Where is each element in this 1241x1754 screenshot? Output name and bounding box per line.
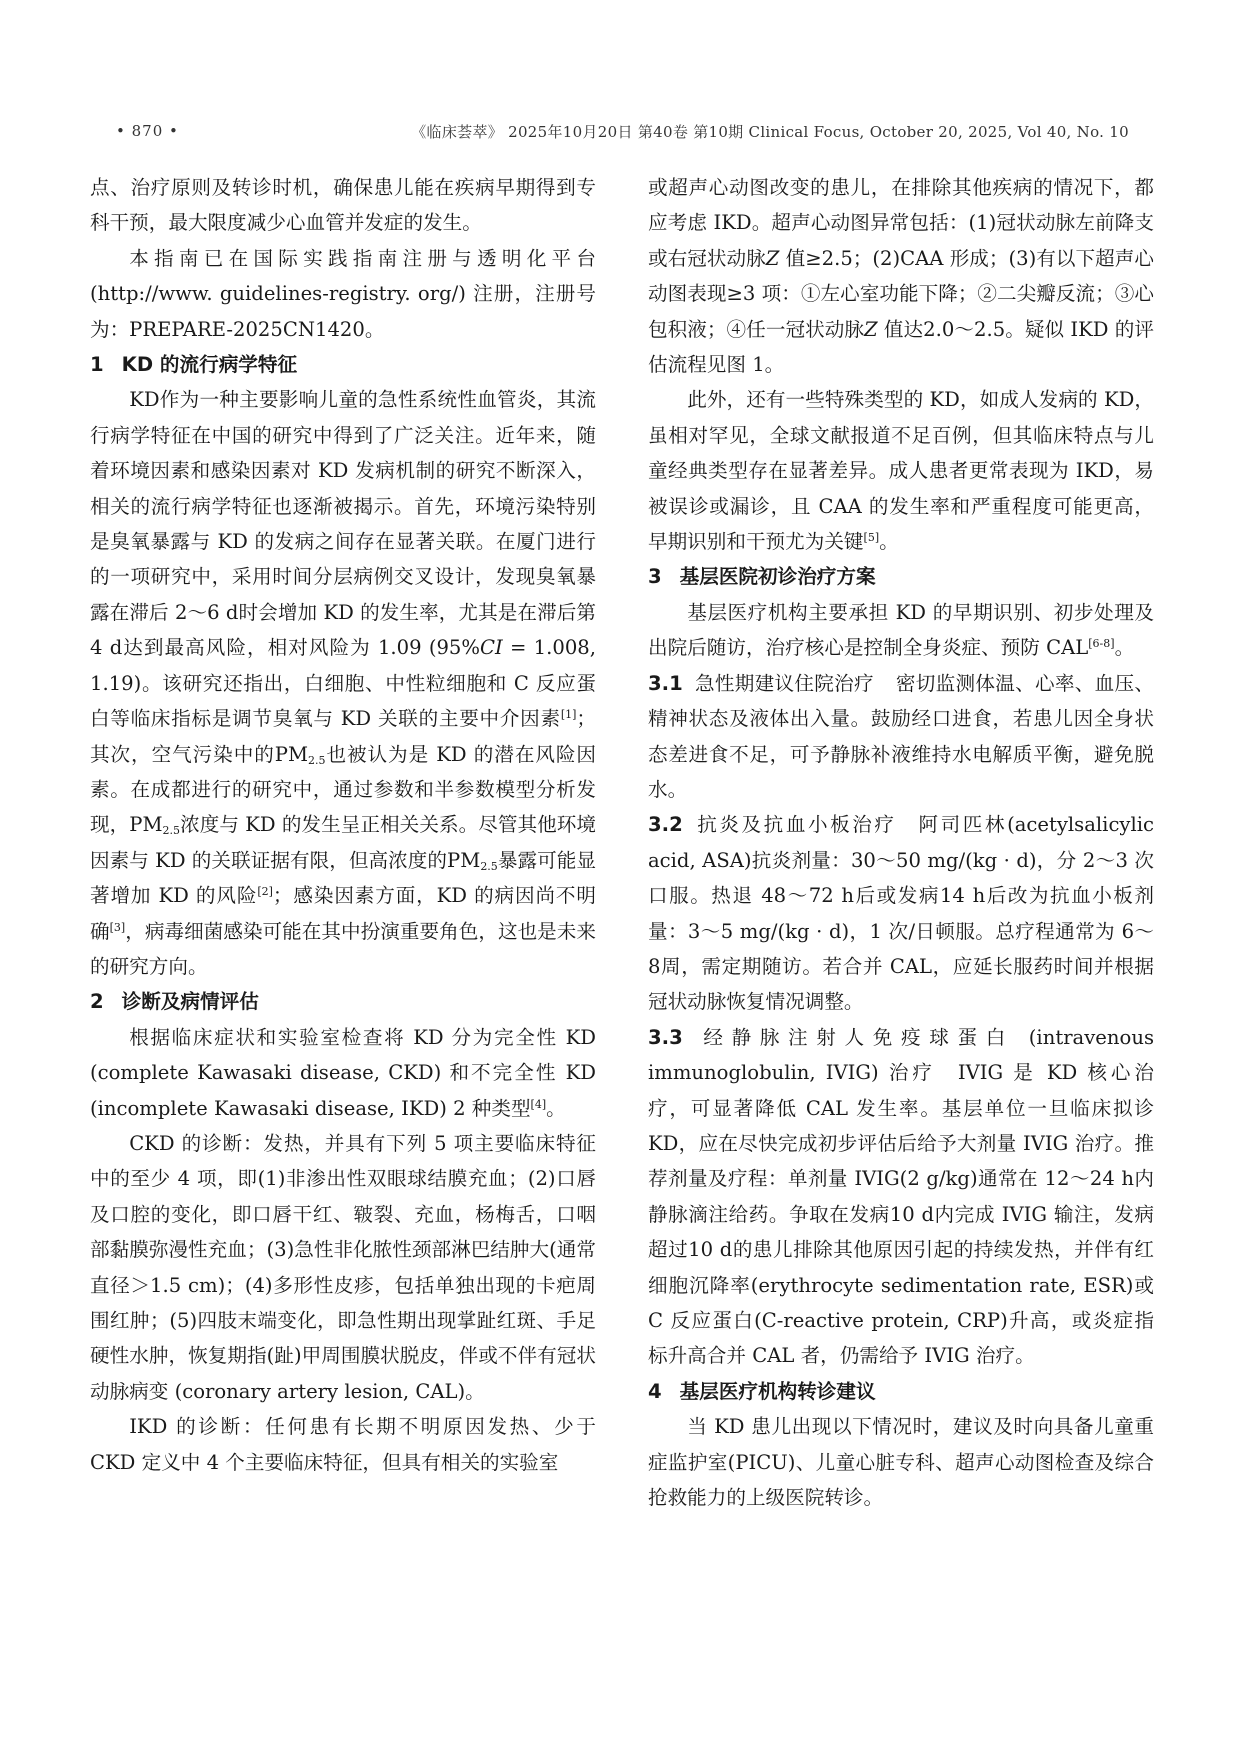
registration-paragraph: 本指南已在国际实践指南注册与透明化平台 (http://www. guidelines-registry. org/) 注册，注册号为：PREPARE-2025CN1420。 <box>90 246 596 341</box>
intro-continuation: 点、治疗原则及转诊时机，确保患儿能在疾病早期得到专科干预，最大限度减少心血管并发症的发生。 <box>90 176 596 235</box>
left-column <box>90 170 596 1480</box>
pm-subscript: 2.5 <box>162 824 181 838</box>
subsection-number: 3.2 <box>648 813 683 837</box>
citation-3: [3] <box>109 920 126 934</box>
right-column <box>648 170 1154 1515</box>
subsection-title: 经静脉注射人免疫球蛋白 (intravenous immunoglobulin, IVIG) 治疗 <box>648 1025 1154 1085</box>
section-2-heading <box>90 984 596 1019</box>
section-3-heading <box>648 559 1154 594</box>
journal-citation: 《临床荟萃》 2025年10月20日 第40卷 第10期 Clinical Focus, October 20, 2025, Vol 40, No. 10 <box>411 122 1129 141</box>
subsection-number: 3.3 <box>648 1025 683 1049</box>
subsection-number: 3.1 <box>648 671 683 695</box>
subsection-title: 抗炎及抗血小板治疗 <box>694 813 897 837</box>
pm-subscript: 2.5 <box>308 753 326 767</box>
section-4-heading <box>648 1374 1154 1409</box>
section-title: 基层医疗机构转诊建议 <box>679 1379 876 1403</box>
section-1-heading <box>90 347 596 382</box>
referral-paragraph: 当 KD 患儿出现以下情况时，建议及时向具备儿童重症监护室(PICU)、儿童心脏专科、超声心动图检查及综合抢救能力的上级医院转诊。 <box>648 1415 1154 1510</box>
ckd-diagnosis-paragraph: CKD 的诊断：发热，并具有下列 5 项主要临床特征中的至少 4 项，即(1)非渗出性双眼球结膜充血；(2)口唇及口腔的变化，即口唇干红、皲裂、充血，杨梅舌，口咽部黏膜弥漫性充血；(3)急性非化脓性颈部淋巴结肿大(通常直径＞1.5 cm)；(4)多形性皮疹，包括单独出现的卡疤周围红肿；(5)四肢末端变化，即急性期出现掌趾红斑、手足硬性水肿，恢复期指(趾)甲周围膜状脱皮，伴或不伴有冠状动脉病变 (coronary artery lesion, CAL)。 <box>90 1131 596 1403</box>
adult-kd-paragraph: 此外，还有一些特殊类型的 KD，如成人发病的 KD，虽相对罕见，全球文献报道不足百例，但其临床特点与儿童经典类型存在显著差异。成人患者更常表现为 IKD，易被误诊或漏诊，且 CAA 的发生率和严重程度可能更高，早期识别和干预尤为关键[5]。 <box>648 388 1154 554</box>
z-symbol: Z <box>864 317 878 341</box>
z-symbol: Z <box>765 246 780 270</box>
subsection-3-1: 3.1 急性期建议住院治疗 密切监测体温、心率、血压、精神状态及液体出入量。鼓励经口进食，若患儿因全身状态差进食不足，可予静脉补液维持水电解质平衡，避免脱水。 <box>648 671 1155 801</box>
section-title: 基层医院初诊治疗方案 <box>679 565 876 589</box>
ci-symbol: CI <box>480 636 503 660</box>
citation-5: [5] <box>863 531 880 545</box>
subsection-3-2: 3.2 抗炎及抗血小板治疗 阿司匹林(acetylsalicylic acid, ASA)抗炎剂量：30～50 mg/(kg · d)，分 2～3 次口服。热退 48～72 h后或发病14 h后改为抗血小板剂量：3～5 mg/(kg · d)，1 次/日顿服。总疗程通常为 6～8周，需定期随访。若合并 CAL，应延长服药时间并根据冠状动脉恢复情况调整。 <box>648 813 1154 1014</box>
ikd-continuation: 或超声心动图改变的患儿，在排除其他疾病的情况下，都应考虑 IKD。超声心动图异常包括：(1)冠状动脉左前降支或右冠状动脉Z 值≥2.5；(2)CAA 形成；(3)有以下超声心动图表现≥3 项：①左心室功能下降；②二尖瓣反流；③心包积液；④任一冠状动脉Z 值达2.0～2.5。疑似 IKD 的评估流程见图 1。 <box>648 176 1155 377</box>
section-number: 2 <box>90 990 104 1014</box>
section-title: 诊断及病情评估 <box>121 990 259 1014</box>
ikd-diagnosis-paragraph: IKD 的诊断：任何患有长期不明原因发热、少于 CKD 定义中 4 个主要临床特征，但具有相关的实验室 <box>90 1415 596 1474</box>
pm-subscript: 2.5 <box>480 859 498 873</box>
section-title: KD 的流行病学特征 <box>121 353 298 377</box>
section-number: 4 <box>648 1379 662 1403</box>
section-number: 3 <box>648 565 662 589</box>
subsection-title: 急性期建议住院治疗 <box>694 671 874 695</box>
classification-paragraph: 根据临床症状和实验室检查将 KD 分为完全性 KD (complete Kawasaki disease, CKD) 和不完全性 KD (incomplete Kawasaki disease, IKD) 2 种类型[4]。 <box>90 1025 596 1120</box>
citation-4: [4] <box>530 1097 547 1111</box>
subsection-3-3: 3.3 经静脉注射人免疫球蛋白 (intravenous immunoglobulin, IVIG) 治疗 IVIG 是 KD 核心治疗，可显著降低 CAL 发生率。基层单位一旦临床拟诊 KD，应在尽快完成初步评估后给予大剂量 IVIG 治疗。推荐剂量及疗程：单剂量 IVIG(2 g/kg)通常在 12～24 h内静脉滴注给药。争取在发病10 d内完成 IVIG 输注，发病超过10 d的患儿排除其他原因引起的持续发热，并伴有红细胞沉降率(erythrocyte sedimentation rate, ESR)或 C 反应蛋白(C-reactive protein, CRP)升高，或炎症指标升高合并 CAL 者，仍需给予 IVIG 治疗。 <box>648 1025 1154 1368</box>
running-header <box>116 118 1129 144</box>
citation-2: [2] <box>257 885 273 899</box>
epidemiology-paragraph: KD作为一种主要影响儿童的急性系统性血管炎，其流行病学特征在中国的研究中得到了广泛关注。近年来，随着环境因素和感染因素对 KD 发病机制的研究不断深入，相关的流行病学特征也逐渐被揭示。首先，环境污染特别是臭氧暴露与 KD 的发病之间存在显著关联。在厦门进行的一项研究中，采用时间分层病例交叉设计，发现臭氧暴露在滞后 2～6 d时会增加 KD 的发生率，尤其是在滞后第 4 d达到最高风险，相对风险为 1.09 (95%CI = 1.008, 1.19)。该研究还指出，白细胞、中性粒细胞和 C 反应蛋白等临床指标是调节臭氧与 KD 关联的主要中介因素[1]；其次，空气污染中的$PM_{2.5}$也被认为是 KD 的潜在风险因素。在成都进行的研究中，通过参数和半参数模型分析发现，$PM_{2.5}$浓度与 KD 的发生呈正相关关系。尽管其他环境因素与 KD 的关联证据有限，但高浓度的$PM_{2.5}$暴露可能显著增加 KD 的风险[2]；感染因素方面，KD 的病因尚不明确[3]，病毒细菌感染可能在其中扮演重要角色，这也是未来的研究方向。 <box>90 388 597 978</box>
section-number: 1 <box>90 353 104 377</box>
treatment-intro-paragraph: 基层医疗机构主要承担 KD 的早期识别、初步处理及出院后随访，治疗核心是控制全身炎症、预防 CAL[6-8]。 <box>648 600 1154 660</box>
citation-6-8: [6-8] <box>1088 637 1115 651</box>
citation-1: [1] <box>560 708 577 722</box>
page-number: • 870 • <box>116 122 179 140</box>
